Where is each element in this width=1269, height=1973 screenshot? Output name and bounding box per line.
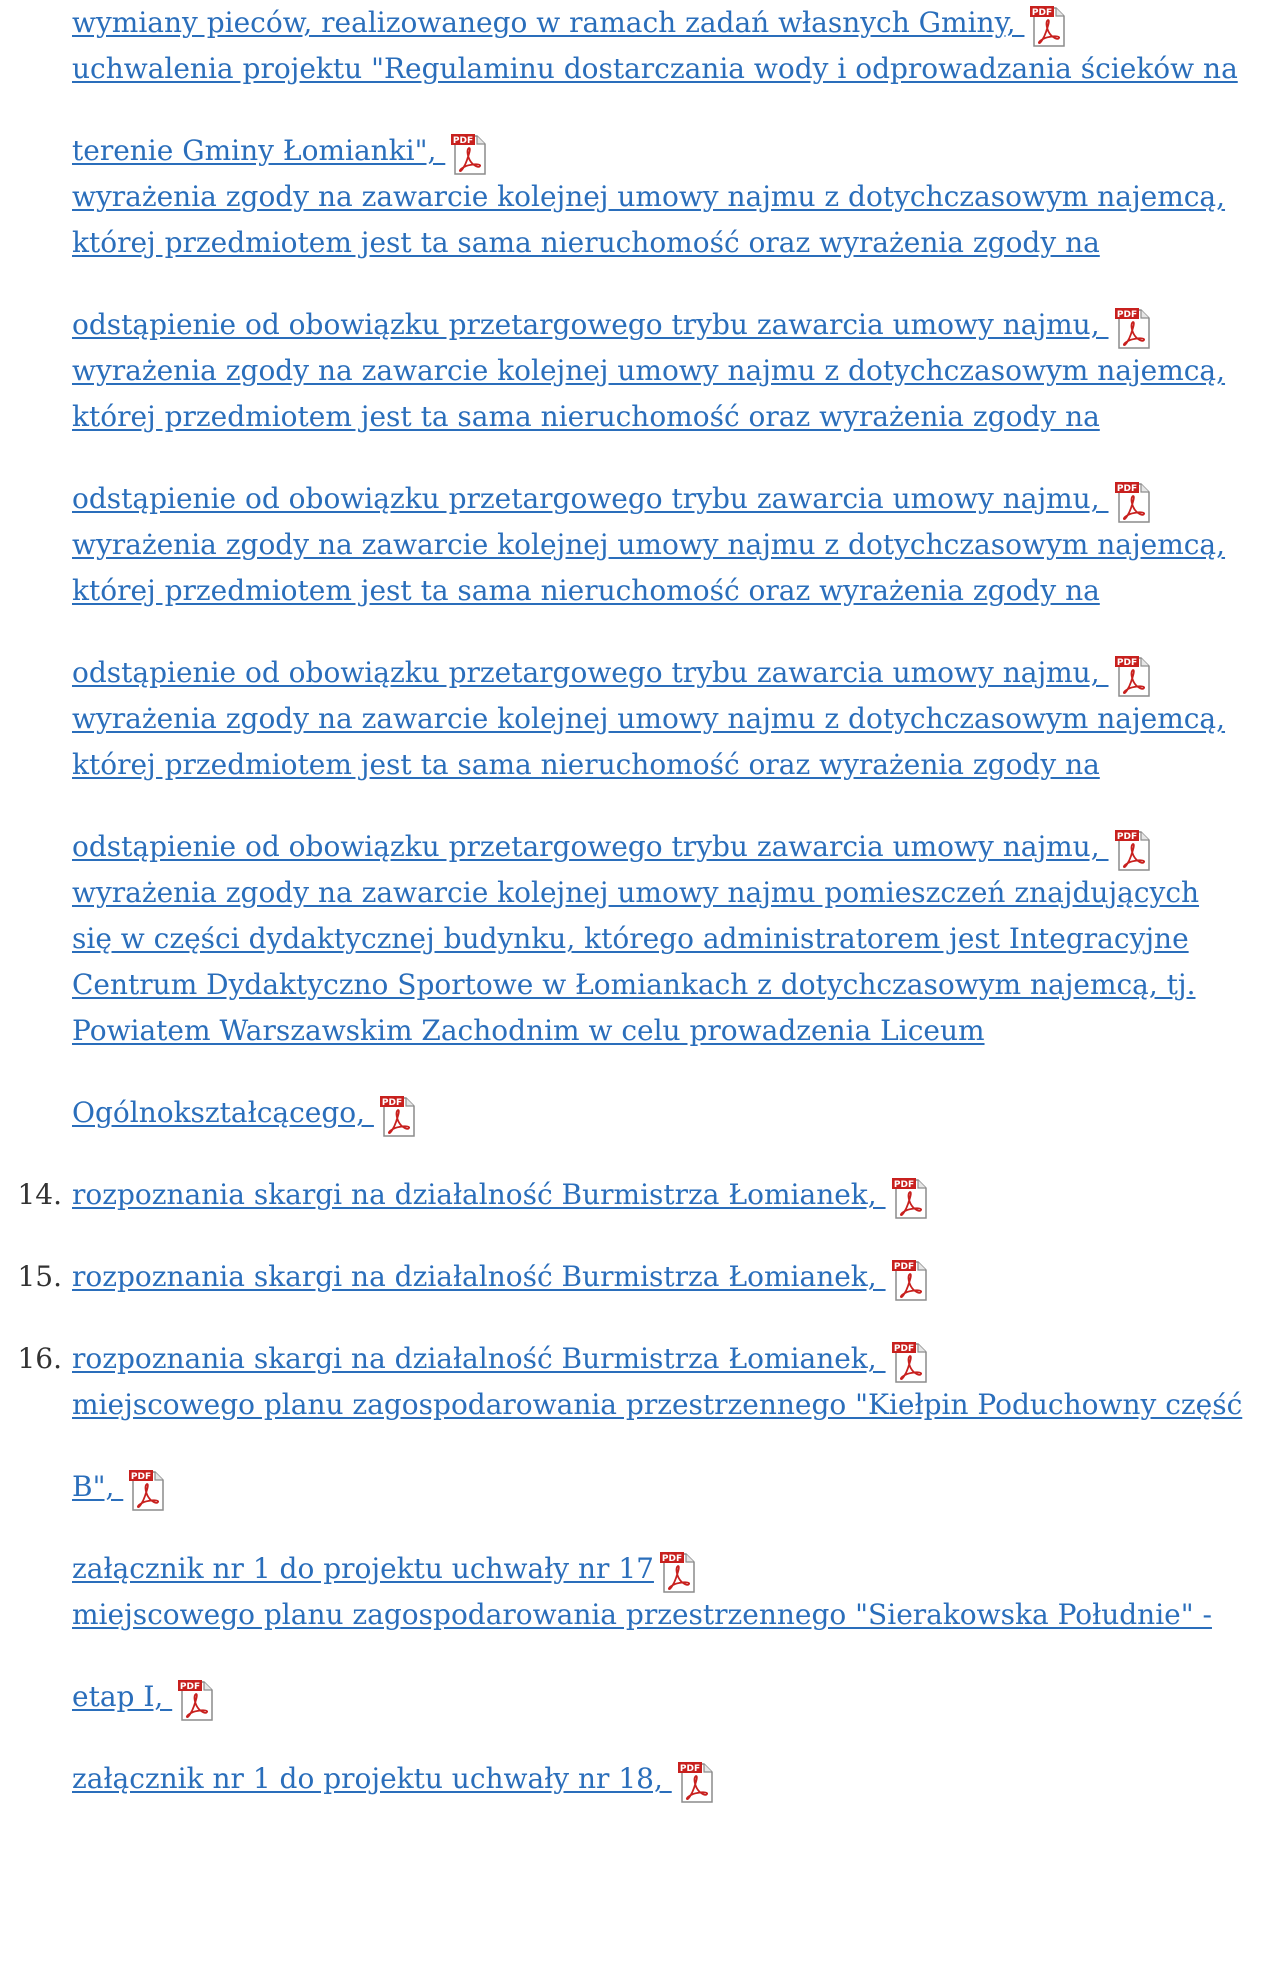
item-line <box>72 742 1269 788</box>
item-line <box>72 962 1269 1008</box>
item-line <box>72 522 1269 568</box>
item-line <box>72 0 1269 46</box>
document-link[interactable]: uchwalenia projektu "Regulaminu dostarczania wody i odprowadzania ścieków na <box>72 52 1238 85</box>
document-link[interactable]: odstąpienie od obowiązku przetargowego trybu zawarcia umowy najmu, <box>72 308 1109 341</box>
list-item <box>0 0 1269 46</box>
document-link[interactable]: wyrażenia zgody na zawarcie kolejnej umowy najmu z dotychczasowym najemcą, <box>72 354 1226 387</box>
item-line <box>17 1218 1269 1300</box>
document-link[interactable]: której przedmiotem jest ta sama nieruchomość oraz wyrażenia zgody na <box>72 400 1100 433</box>
item-line <box>72 394 1269 440</box>
document-link[interactable]: Centrum Dydaktyczno Sportowe w Łomiankach z dotychczasowym najemcą, tj. <box>72 968 1196 1001</box>
svg-text:PDF: PDF <box>1116 310 1137 320</box>
svg-text:PDF: PDF <box>893 1344 914 1354</box>
document-link[interactable]: odstąpienie od obowiązku przetargowego trybu zawarcia umowy najmu, <box>72 482 1109 515</box>
pdf-icon[interactable] <box>890 1340 930 1384</box>
document-link[interactable]: której przedmiotem jest ta sama nieruchomość oraz wyrażenia zgody na <box>72 748 1100 781</box>
pdf-icon[interactable] <box>127 1468 167 1512</box>
svg-text:PDF: PDF <box>679 1764 700 1774</box>
document-link[interactable]: terenie Gminy Łomianki", <box>72 134 446 167</box>
document-link[interactable]: Ogólnokształcącego, <box>72 1096 374 1129</box>
document-link[interactable]: odstąpienie od obowiązku przetargowego trybu zawarcia umowy najmu, <box>72 830 1109 863</box>
item-line <box>72 1592 1269 1638</box>
item-line <box>72 348 1269 394</box>
item-line <box>17 1300 1269 1382</box>
pdf-icon[interactable] <box>890 1258 930 1302</box>
attachment-link[interactable]: załącznik nr 1 do projektu uchwały nr 18, <box>72 1762 672 1795</box>
document-link[interactable]: Powiatem Warszawskim Zachodnim w celu prowadzenia Liceum <box>72 1014 985 1047</box>
pdf-icon[interactable] <box>378 1094 418 1138</box>
list-item <box>0 1136 1269 1218</box>
list-item <box>0 696 1269 870</box>
item-number: 14. <box>17 1178 62 1211</box>
svg-text:PDF: PDF <box>1116 484 1137 494</box>
pdf-icon[interactable] <box>176 1678 216 1722</box>
pdf-icon[interactable] <box>890 1176 930 1220</box>
pdf-icon[interactable] <box>676 1760 716 1804</box>
item-line <box>72 174 1269 220</box>
item-line <box>72 1428 1269 1510</box>
attachment-link[interactable]: załącznik nr 1 do projektu uchwały nr 17 <box>72 1552 654 1585</box>
document-link[interactable]: wymiany pieców, realizowanego w ramach zadań własnych Gminy, <box>72 6 1025 39</box>
item-line <box>72 788 1269 870</box>
document-link[interactable]: rozpoznania skargi na działalność Burmistrza Łomianek, <box>72 1260 886 1293</box>
svg-text:PDF: PDF <box>453 136 474 146</box>
attachment-line <box>72 1720 1269 1802</box>
list-item <box>0 1300 1269 1382</box>
item-line <box>72 266 1269 348</box>
item-line <box>72 1054 1269 1136</box>
svg-text:PDF: PDF <box>131 1472 152 1482</box>
document-link[interactable]: której przedmiotem jest ta sama nieruchomość oraz wyrażenia zgody na <box>72 226 1100 259</box>
document-link[interactable]: wyrażenia zgody na zawarcie kolejnej umowy najmu z dotychczasowym najemcą, <box>72 180 1226 213</box>
item-line <box>72 614 1269 696</box>
list-item <box>0 870 1269 1136</box>
svg-text:PDF: PDF <box>381 1098 403 1108</box>
item-line <box>72 1638 1269 1720</box>
svg-text:PDF: PDF <box>1116 658 1137 668</box>
item-line <box>72 1382 1269 1428</box>
item-line <box>72 916 1269 962</box>
document-link[interactable]: rozpoznania skargi na działalność Burmistrza Łomianek, <box>72 1178 886 1211</box>
item-line <box>72 870 1269 916</box>
svg-text:PDF: PDF <box>180 1682 201 1692</box>
item-line <box>72 568 1269 614</box>
pdf-icon[interactable] <box>1113 828 1153 872</box>
svg-text:PDF: PDF <box>661 1554 683 1564</box>
pdf-icon[interactable] <box>1028 4 1068 48</box>
document-link[interactable]: B", <box>72 1470 124 1503</box>
pdf-icon[interactable] <box>1113 654 1153 698</box>
document-link[interactable]: wyrażenia zgody na zawarcie kolejnej umowy najmu z dotychczasowym najemcą, <box>72 702 1226 735</box>
item-line <box>72 220 1269 266</box>
document-link[interactable]: się w części dydaktycznej budynku, którego administratorem jest Integracyjne <box>72 922 1189 955</box>
document-link[interactable]: której przedmiotem jest ta sama nieruchomość oraz wyrażenia zgody na <box>72 574 1100 607</box>
list-item <box>0 522 1269 696</box>
item-number: 16. <box>17 1342 62 1375</box>
list-item <box>0 1382 1269 1592</box>
item-line <box>72 440 1269 522</box>
list-item <box>0 1592 1269 1802</box>
pdf-icon[interactable] <box>449 132 489 176</box>
document-link[interactable]: miejscowego planu zagospodarowania przestrzennego "Sierakowska Południe" - <box>72 1598 1212 1631</box>
item-number: 15. <box>17 1260 62 1293</box>
item-line <box>72 46 1269 92</box>
document-link[interactable]: miejscowego planu zagospodarowania przestrzennego "Kiełpin Poduchowny część <box>72 1388 1243 1421</box>
item-line <box>72 92 1269 174</box>
list-item <box>0 348 1269 522</box>
pdf-icon[interactable] <box>1113 480 1153 524</box>
list-item <box>0 1218 1269 1300</box>
svg-text:PDF: PDF <box>893 1262 914 1272</box>
list-item <box>0 46 1269 174</box>
pdf-icon[interactable] <box>658 1550 698 1594</box>
document-link[interactable]: etap I, <box>72 1680 173 1713</box>
item-line <box>72 1008 1269 1054</box>
svg-text:PDF: PDF <box>893 1180 914 1190</box>
item-line <box>72 696 1269 742</box>
document-link[interactable]: odstąpienie od obowiązku przetargowego trybu zawarcia umowy najmu, <box>72 656 1109 689</box>
attachment-line <box>72 1510 1269 1592</box>
svg-text:PDF: PDF <box>1116 832 1137 842</box>
document-link[interactable]: wyrażenia zgody na zawarcie kolejnej umowy najmu z dotychczasowym najemcą, <box>72 528 1226 561</box>
svg-text:PDF: PDF <box>1032 8 1053 18</box>
item-line <box>17 1136 1269 1218</box>
list-item <box>0 174 1269 348</box>
document-link[interactable]: wyrażenia zgody na zawarcie kolejnej umowy najmu pomieszczeń znajdujących <box>72 876 1200 909</box>
pdf-icon[interactable] <box>1113 306 1153 350</box>
document-link[interactable]: rozpoznania skargi na działalność Burmistrza Łomianek, <box>72 1342 886 1375</box>
